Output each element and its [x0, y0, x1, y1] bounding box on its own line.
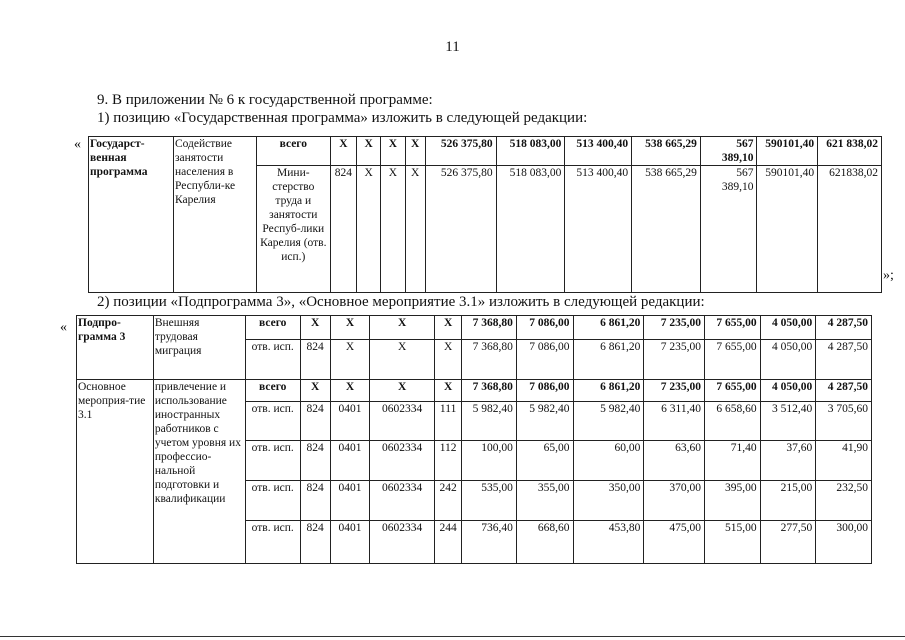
cell: 232,50: [816, 481, 872, 521]
cell: 5 982,40: [516, 402, 573, 441]
subitem-2-text: 2) позиции «Подпрограмма 3», «Основное мероприятие 3.1» изложить в следующей редакции:: [97, 294, 705, 310]
cell: 526 375,80: [425, 137, 496, 166]
cell: X: [370, 340, 435, 380]
cell: 3 705,60: [816, 402, 872, 441]
cell: 0401: [330, 521, 369, 564]
cell: 824: [300, 441, 330, 481]
cell: 567 389,10: [700, 166, 757, 293]
cell: отв. исп.: [245, 441, 300, 481]
cell: 215,00: [760, 481, 816, 521]
cell: X: [330, 137, 356, 166]
cell: 590101,40: [757, 137, 818, 166]
cell: 63,60: [644, 441, 705, 481]
cell: 71,40: [705, 441, 761, 481]
cell: 475,00: [644, 521, 705, 564]
event-name-cell: Основное мероприя-тие 3.1: [77, 380, 154, 564]
cell: 7 655,00: [705, 380, 761, 402]
subprogram-goal-cell: Внешняя трудовая миграция: [153, 316, 245, 380]
open-quote-2: «: [60, 320, 67, 335]
close-quote-1: »;: [883, 268, 894, 283]
cell: 3 512,40: [760, 402, 816, 441]
cell: отв. исп.: [245, 481, 300, 521]
cell: X: [357, 166, 381, 293]
event-goal-cell: привлечение и использование иностранных работников с учетом уровня их профессио-нальной подготовки и квалификации: [153, 380, 245, 564]
cell: 621838,02: [818, 166, 882, 293]
cell: 824: [300, 521, 330, 564]
cell: 60,00: [573, 441, 644, 481]
item-9-heading: 9. В приложении № 6 к государственной программе:: [97, 92, 433, 108]
cell: X: [300, 380, 330, 402]
cell: 4 050,00: [760, 316, 816, 340]
cell: 518 083,00: [496, 137, 565, 166]
cell: отв. исп.: [245, 402, 300, 441]
cell: 5 982,40: [462, 402, 517, 441]
cell: 4 287,50: [816, 380, 872, 402]
cell: 0602334: [370, 521, 435, 564]
cell: всего: [245, 380, 300, 402]
table-row: [77, 316, 872, 340]
cell: 824: [300, 402, 330, 441]
cell: отв. исп.: [245, 340, 300, 380]
cell: X: [330, 316, 369, 340]
cell: 7 655,00: [705, 316, 761, 340]
table-state-program: [88, 136, 882, 293]
cell: 244: [434, 521, 461, 564]
cell: 515,00: [705, 521, 761, 564]
cell: 7 235,00: [644, 316, 705, 340]
cell: 6 658,60: [705, 402, 761, 441]
cell: 300,00: [816, 521, 872, 564]
cell: 621 838,02: [818, 137, 882, 166]
cell: 518 083,00: [496, 166, 565, 293]
cell: 736,40: [462, 521, 517, 564]
cell: X: [434, 340, 461, 380]
cell: 538 665,29: [632, 137, 701, 166]
cell: 7 235,00: [644, 340, 705, 380]
cell: 7 368,80: [462, 316, 517, 340]
cell: 6 311,40: [644, 402, 705, 441]
cell: 370,00: [644, 481, 705, 521]
cell: X: [381, 166, 405, 293]
cell: 6 861,20: [573, 380, 644, 402]
cell: 567 389,10: [700, 137, 757, 166]
cell: X: [381, 137, 405, 166]
cell: 7 235,00: [644, 380, 705, 402]
page-number: 11: [445, 39, 460, 55]
open-quote-1: «: [74, 137, 81, 152]
subitem-1-text: 1) позицию «Государственная программа» изложить в следующей редакции:: [97, 110, 588, 126]
cell: 7 086,00: [516, 316, 573, 340]
cell: 668,60: [516, 521, 573, 564]
cell: 6 861,20: [573, 316, 644, 340]
cell: 65,00: [516, 441, 573, 481]
cell: 355,00: [516, 481, 573, 521]
cell: 0602334: [370, 481, 435, 521]
cell: 0602334: [370, 402, 435, 441]
cell: X: [330, 340, 369, 380]
cell: 242: [434, 481, 461, 521]
cell: 7 655,00: [705, 340, 761, 380]
cell: 350,00: [573, 481, 644, 521]
cell: 111: [434, 402, 461, 441]
cell: 824: [300, 481, 330, 521]
cell: всего: [245, 316, 300, 340]
cell: 824: [300, 340, 330, 380]
cell: 6 861,20: [573, 340, 644, 380]
cell: отв. исп.: [245, 521, 300, 564]
program-name-cell: Государст-венная программа: [89, 137, 174, 293]
cell: X: [434, 380, 461, 402]
cell: 37,60: [760, 441, 816, 481]
cell: X: [405, 137, 425, 166]
cell: 7 086,00: [516, 380, 573, 402]
cell: X: [330, 380, 369, 402]
cell: X: [370, 316, 435, 340]
cell: X: [434, 316, 461, 340]
table-row: [77, 380, 872, 402]
cell: X: [405, 166, 425, 293]
cell: 0401: [330, 402, 369, 441]
cell: 513 400,40: [565, 166, 632, 293]
table-row: [89, 137, 882, 166]
cell: Мини-стерство труда и занятости Респуб-лики Карелия (отв. исп.): [256, 166, 330, 293]
cell: 0401: [330, 441, 369, 481]
cell: 4 050,00: [760, 340, 816, 380]
cell: X: [370, 380, 435, 402]
table-subprogram-3: [76, 315, 872, 564]
cell: 100,00: [462, 441, 517, 481]
cell: 0401: [330, 481, 369, 521]
cell: 4 287,50: [816, 340, 872, 380]
cell: 277,50: [760, 521, 816, 564]
cell: 513 400,40: [565, 137, 632, 166]
cell: 7 368,80: [462, 340, 517, 380]
cell: 526 375,80: [425, 166, 496, 293]
subprogram-name-cell: Подпро-грамма 3: [77, 316, 154, 380]
cell: 395,00: [705, 481, 761, 521]
scan-edge-line: [0, 636, 905, 637]
cell: X: [300, 316, 330, 340]
cell: всего: [256, 137, 330, 166]
cell: 0602334: [370, 441, 435, 481]
cell: 112: [434, 441, 461, 481]
program-goal-cell: Содействие занятости населения в Республи-ке Карелия: [173, 137, 256, 293]
cell: 4 287,50: [816, 316, 872, 340]
cell: 7 368,80: [462, 380, 517, 402]
cell: 535,00: [462, 481, 517, 521]
cell: 5 982,40: [573, 402, 644, 441]
cell: 41,90: [816, 441, 872, 481]
cell: X: [357, 137, 381, 166]
cell: 7 086,00: [516, 340, 573, 380]
cell: 824: [330, 166, 356, 293]
cell: 4 050,00: [760, 380, 816, 402]
cell: 538 665,29: [632, 166, 701, 293]
cell: 590101,40: [757, 166, 818, 293]
cell: 453,80: [573, 521, 644, 564]
